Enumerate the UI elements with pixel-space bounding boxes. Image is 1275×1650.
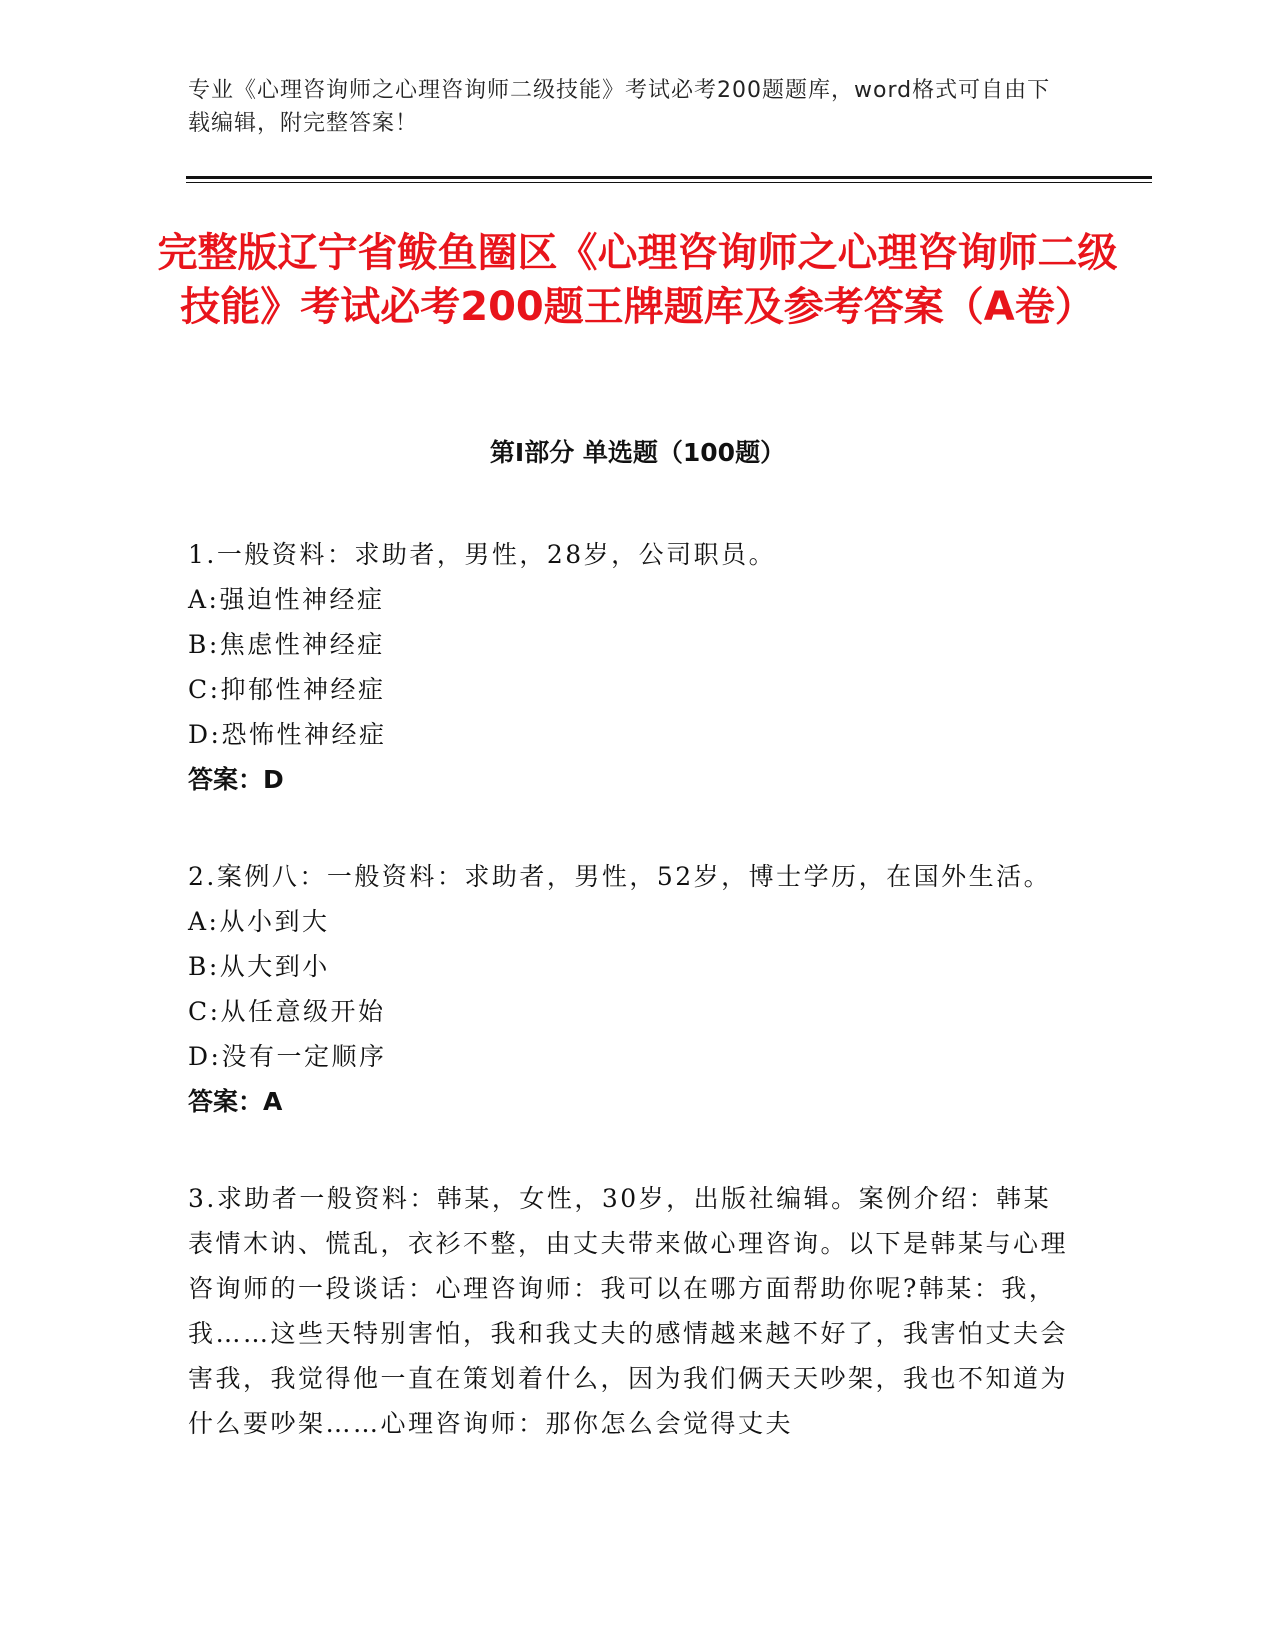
answer: 答案：D: [188, 765, 284, 794]
header-rule-thick: [186, 176, 1152, 179]
option-c: C:抑郁性神经症: [188, 675, 386, 704]
option-a: A:从小到大: [188, 907, 330, 936]
header-note: 专业《心理咨询师之心理咨询师二级技能》考试必考200题题库，word格式可自由下载编辑，附完整答案！: [188, 78, 1051, 136]
option-d: D:恐怖性神经症: [188, 720, 387, 749]
question-1: [188, 532, 1068, 802]
option-c: C:从任意级开始: [188, 997, 386, 1026]
question-stem: 3.求助者一般资料：韩某，女性，30岁，出版社编辑。案例介绍：韩某表情木讷、慌乱，衣衫不整，由丈夫带来做心理咨询。以下是韩某与心理咨询师的一段谈话：心理咨询师：我可以在哪方面帮助你呢?韩某：我，我……这些天特别害怕，我和我丈夫的感情越来越不好了，我害怕丈夫会害我，我觉得他一直在策划着什么，因为我们俩天天吵架，我也不知道为什么要吵架……心理咨询师：那你怎么会觉得丈夫: [188, 1184, 1069, 1438]
header-rule-thin: [186, 182, 1152, 183]
option-a: A:强迫性神经症: [188, 585, 385, 614]
question-stem: 1.一般资料：求助者，男性，28岁，公司职员。: [188, 540, 777, 569]
option-d: D:没有一定顺序: [188, 1042, 387, 1071]
answer: 答案：A: [188, 1087, 283, 1116]
question-3: [188, 1176, 1068, 1446]
section-title: 第Ⅰ部分 单选题（100题）: [489, 438, 786, 467]
option-b: B:从大到小: [188, 952, 330, 981]
question-list: [188, 532, 1068, 1498]
document-title: 完整版辽宁省鲅鱼圈区《心理咨询师之心理咨询师二级技能》考试必考200题王牌题库及参考答案（A卷）: [157, 230, 1118, 330]
question-2: [188, 854, 1068, 1124]
question-stem: 2.案例八：一般资料：求助者，男性，52岁，博士学历，在国外生活。: [188, 862, 1052, 891]
option-b: B:焦虑性神经症: [188, 630, 385, 659]
